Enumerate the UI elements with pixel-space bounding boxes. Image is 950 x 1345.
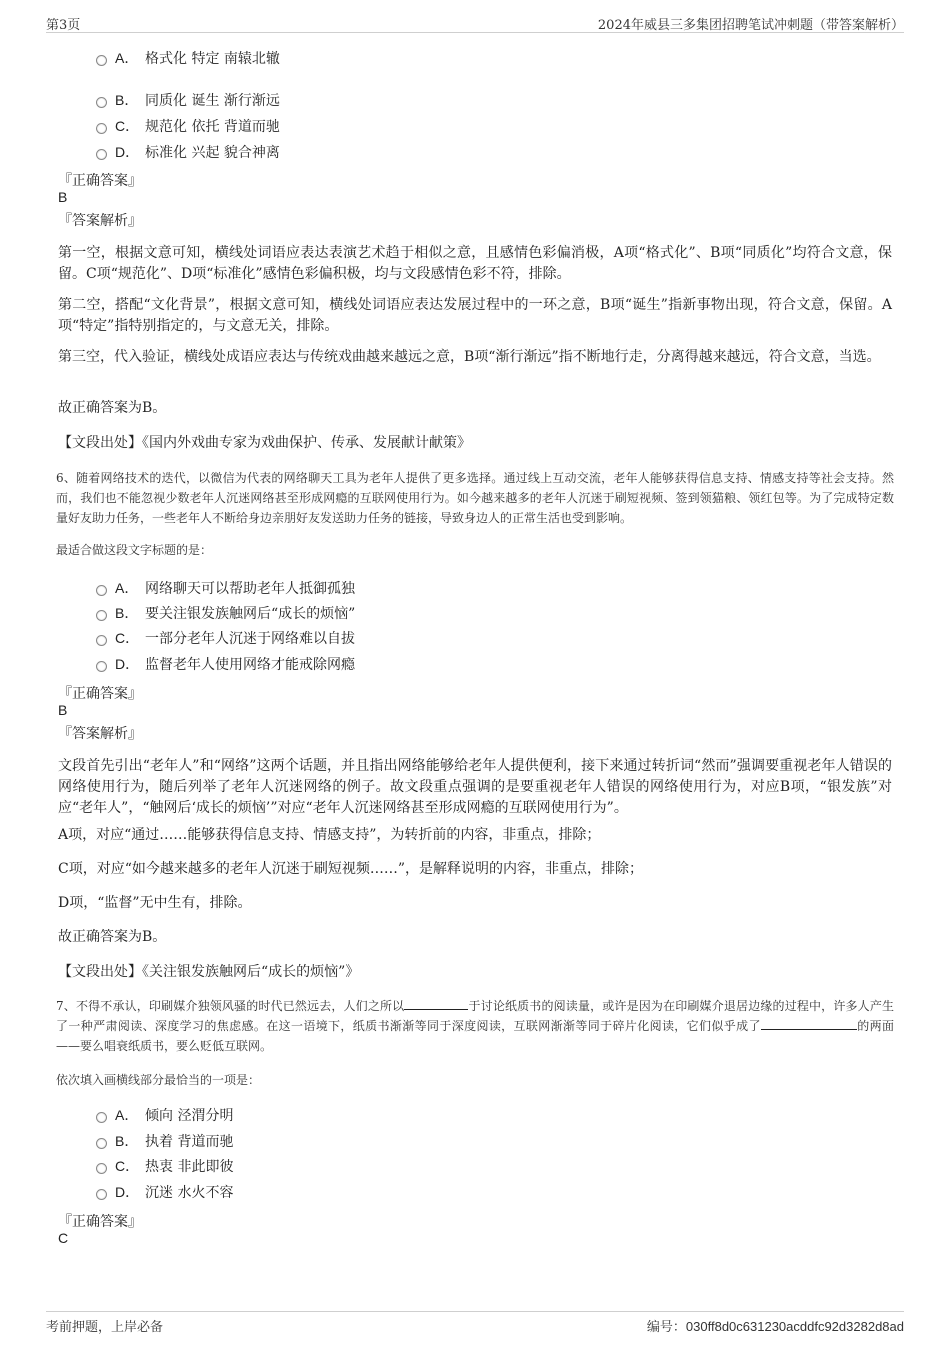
page-header: [46, 14, 904, 33]
option-letter: D．: [115, 1184, 140, 1200]
option-text: 要关注银发族触网后“成长的烦恼”: [145, 606, 356, 622]
analysis-paragraph: D项，“监督”无中生有，排除。: [58, 895, 252, 911]
correct-answer-label: 『正确答案』: [58, 686, 142, 702]
q6-option-a[interactable]: [96, 578, 355, 598]
radio-button-icon[interactable]: [96, 610, 107, 621]
radio-button-icon[interactable]: [96, 661, 107, 672]
stem-text: 于讨论纸质书的阅读量，或许是因为在印刷媒介退居边缘的过程中，许多人产生了一种严肃阅读、深度学习的焦虑感。在这一语境下，纸质书渐渐等同于深度阅读，互联网渐渐等同于碎片化阅读，它们似乎成了: [56, 999, 894, 1033]
q6-option-d[interactable]: [96, 654, 355, 674]
option-letter: C．: [115, 118, 140, 134]
option-text: 执着 背道而驰: [145, 1134, 234, 1150]
option-text: 监督老年人使用网络才能戒除网瘾: [145, 657, 355, 673]
correct-answer: B: [58, 702, 68, 718]
option-letter: C．: [115, 1158, 140, 1174]
analysis-label: 『答案解析』: [58, 213, 142, 229]
q6-option-b[interactable]: [96, 603, 355, 623]
analysis-conclusion: 故正确答案为B。: [58, 929, 167, 945]
question-6-prompt: 最适合做这段文字标题的是：: [56, 543, 213, 557]
radio-button-icon[interactable]: [96, 1189, 107, 1200]
analysis-paragraph: 第二空，搭配“文化背景”，根据文意可知，横线处词语应表达发展过程中的一环之意，B项“诞生”指新事物出现，符合文意，保留。A项“特定”指特别指定的，与文意无关，排除。: [58, 297, 892, 334]
analysis-conclusion: 故正确答案为B。: [58, 400, 167, 416]
analysis-paragraph: 第一空，根据文意可知，横线处词语应表达表演艺术趋于相似之意，且感情色彩偏消极，A项“格式化”、B项“同质化”均符合文意，保留。C项“规范化”、D项“标准化”感情色彩偏积极，均与文段感情色彩不符，排除。: [58, 245, 892, 282]
option-text: 网络聊天可以帮助老年人抵御孤独: [145, 581, 355, 597]
q5-option-b[interactable]: [96, 90, 280, 110]
radio-button-icon[interactable]: [96, 1163, 107, 1174]
q5-option-a[interactable]: [96, 48, 280, 68]
radio-button-icon[interactable]: [96, 585, 107, 596]
option-letter: D．: [115, 656, 140, 672]
radio-button-icon[interactable]: [96, 97, 107, 108]
option-letter: A．: [115, 1107, 139, 1123]
page-footer: [46, 1311, 904, 1336]
analysis-paragraph: 文段首先引出“老年人”和“网络”这两个话题，并且指出网络能够给老年人提供便利，接下来通过转折词“然而”强调要重视老年人错误的网络使用行为，随后列举了老年人沉迷网络的例子。故文段重点强调的是要重视老年人错误的网络使用行为，对应B项，“银发族”对应“老年人”，“触网后‘成长的烦恼’”对应“老年人沉迷网络甚至形成网瘾的互联网使用行为”。: [58, 758, 892, 816]
source-citation: 【文段出处】《关注银发族触网后“成长的烦恼”》: [58, 964, 360, 980]
option-letter: B．: [115, 605, 139, 621]
option-text: 同质化 诞生 渐行渐远: [145, 93, 280, 109]
q7-option-a[interactable]: [96, 1105, 233, 1125]
fill-blank-2: [761, 1017, 857, 1030]
footer-slogan: 考前押题，上岸必备: [46, 1320, 164, 1335]
option-letter: B．: [115, 1133, 139, 1149]
question-7-stem: [56, 996, 894, 1056]
source-citation: 【文段出处】《国内外戏曲专家为戏曲保护、传承、发展献计献策》: [58, 435, 471, 451]
q7-option-c[interactable]: [96, 1156, 233, 1176]
option-letter: A．: [115, 50, 139, 66]
option-text: 沉迷 水火不容: [145, 1185, 234, 1201]
option-letter: C．: [115, 630, 140, 646]
correct-answer: B: [58, 189, 68, 205]
correct-answer-label: 『正确答案』: [58, 1214, 142, 1230]
option-letter: D．: [115, 144, 140, 160]
radio-button-icon[interactable]: [96, 149, 107, 160]
q5-option-d[interactable]: [96, 142, 280, 162]
analysis-paragraph: C项，对应“如今越来越多的老年人沉迷于刷短视频……”，是解释说明的内容，非重点，排除；: [58, 861, 644, 877]
document-id: 编号：030ff8d0c631230acddfc92d3282d8ad: [646, 1319, 904, 1334]
analysis-paragraph: A项，对应“通过……能够获得信息支持、情感支持”，为转折前的内容，非重点，排除；: [58, 827, 601, 843]
option-text: 标准化 兴起 貌合神离: [145, 145, 280, 161]
radio-button-icon[interactable]: [96, 635, 107, 646]
option-text: 热衷 非此即彼: [145, 1159, 234, 1175]
document-title: 2024年威县三多集团招聘笔试冲刺题（带答案解析）: [597, 18, 904, 33]
radio-button-icon[interactable]: [96, 1138, 107, 1149]
q7-option-d[interactable]: [96, 1182, 233, 1202]
q5-option-c[interactable]: [96, 116, 280, 136]
correct-answer: C: [58, 1230, 69, 1246]
option-text: 规范化 依托 背道而驰: [145, 119, 280, 135]
option-letter: A．: [115, 580, 139, 596]
option-letter: B．: [115, 92, 139, 108]
stem-text: 的两面——要么唱衰纸质书，要么贬低互联网。: [56, 1019, 894, 1053]
analysis-paragraph: 第三空，代入验证，横线处成语应表达与传统戏曲越来越远之意，B项“渐行渐远”指不断地行走，分离得越来越远，符合文意，当选。: [58, 349, 881, 365]
option-text: 格式化 特定 南辕北辙: [145, 51, 280, 67]
radio-button-icon[interactable]: [96, 123, 107, 134]
q6-option-c[interactable]: [96, 628, 355, 648]
stem-text: 7、不得不承认，印刷媒介独领风骚的时代已然远去，人们之所以: [56, 999, 405, 1013]
correct-answer-label: 『正确答案』: [58, 173, 142, 189]
fill-blank-1: [404, 997, 468, 1010]
radio-button-icon[interactable]: [96, 55, 107, 66]
analysis-label: 『答案解析』: [58, 726, 142, 742]
option-text: 倾向 泾渭分明: [145, 1108, 234, 1124]
q7-option-b[interactable]: [96, 1131, 233, 1151]
question-7-prompt: 依次填入画横线部分最恰当的一项是：: [56, 1073, 261, 1087]
question-6-stem: 6、随着网络技术的迭代，以微信为代表的网络聊天工具为老年人提供了更多选择。通过线上互动交流，老年人能够获得信息支持、情感支持等社会支持。然而，我们也不能忽视少数老年人沉迷网络甚至形成网瘾的互联网使用行为。如今越来越多的老年人沉迷于刷短视频、签到领猫粮、领红包等。为了完成特定数量好友助力任务，一些老年人不断给身边亲朋好友发送助力任务的链接，导致身边人的正常生活也受到影响。: [56, 471, 894, 525]
page-number: 第3页: [46, 18, 81, 33]
option-text: 一部分老年人沉迷于网络难以自拔: [145, 631, 355, 647]
radio-button-icon[interactable]: [96, 1112, 107, 1123]
